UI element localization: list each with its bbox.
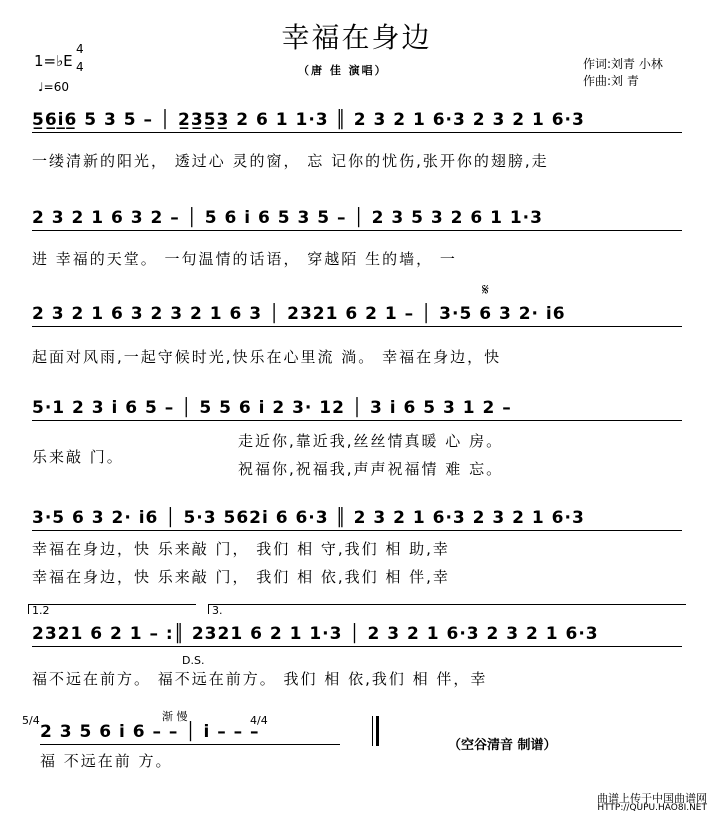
final-barline-thick [376,716,379,746]
tempo-change-marking: 渐 慢 [162,710,188,723]
lyric-line-verse1: 走近你,靠近我,丝丝情真暖 心 房。 [238,432,504,450]
lyricist-credit: 作词:刘青 小林 [583,57,663,71]
beam-line [32,230,682,231]
key-signature: 1=♭E [34,52,73,70]
lyric-line-verse1: 幸福在身边，快 乐来敲 门， 我们 相 守,我们 相 助,幸 [32,540,450,558]
volta-bracket-1 [28,604,196,605]
notation-row: 3·5 6 3 2· i6 │ 5·3 562i 6 6·3 ║ 2 3 2 1 6·3 2 3 2 1 6·3 [32,508,585,528]
volta-1-label: 1.2 [32,604,50,617]
lyric-line: 乐来敲 门。 [32,448,124,466]
singer-credit: （唐 佳 演唱） [298,64,388,77]
lyric-line: 福 不远在前 方。 [40,752,173,770]
song-title: 幸福在身边 [281,21,432,54]
volta-bracket-1-edge [28,604,29,614]
segno-sign: 𝄋 [482,280,489,299]
notation-row: 2 3 5 6 i 6 – – │ i – – – [40,722,260,742]
beam-line [32,132,682,133]
beam-line [32,646,682,647]
composer-credit: 作曲:刘 青 [583,74,639,88]
dal-segno-marking: D.S. [182,654,205,667]
notation-row: 2321 6 2 1 – :║ 2321 6 2 1 1·3 │ 2 3 2 1 6·3 2 3 2 1 6·3 [32,624,599,644]
footer-site-text: 曲谱上传于中国曲谱网 [597,792,707,805]
lyric-line: 福不远在前方。 福不远在前方。 我们 相 依,我们 相 伴，幸 [32,670,488,688]
time-signature-bottom: 4 [76,60,84,74]
notation-row: 2 3 2 1 6 3 2 – │ 5 6 i 6 5 3 5 – │ 2 3 5 3 2 6 1 1·3 [32,208,543,228]
lyric-line: 进 幸福的天堂。 一句温情的话语， 穿越陌 生的墙， 一 [32,250,457,268]
time-signature-change: 5/4 [22,714,40,727]
volta-3-label: 3. [212,604,223,617]
lyric-line-verse2: 幸福在身边，快 乐来敲 门， 我们 相 依,我们 相 伴,幸 [32,568,450,586]
volta-bracket-3-edge [208,604,209,614]
lyric-line: 起面对风雨,一起守候时光,快乐在心里流 淌。 幸福在身边，快 [32,348,502,366]
notation-row: 5̲6̲i̲6̲ 5 3 5 – │ 2̲3̲5̲3̲ 2 6 1 1·3 ║ 2 3 2 1 6·3 2 3 2 1 6·3 [32,110,585,130]
transcriber-credit: （空谷清音 制谱） [448,738,557,753]
tempo-marking: ♩=60 [38,80,69,94]
lyric-line-verse2: 祝福你,祝福我,声声祝福情 难 忘。 [238,460,504,478]
lyric-line: 一缕清新的阳光， 透过心 灵的窗， 忘 记你的忧伤,张开你的翅膀,走 [32,152,549,170]
beam-line [40,744,340,745]
volta-bracket-3 [208,604,686,605]
beam-line [32,326,682,327]
time-signature-top: 4 [76,42,84,56]
notation-row: 2 3 2 1 6 3 2 3 2 1 6 3 │ 2321 6 2 1 – │ 3·5 6 3 2· i6 [32,304,566,324]
beam-line [32,420,682,421]
footer-site-url: HTTP://QUPU.HAO8I.NET [597,803,707,813]
final-barline-thin [372,716,373,746]
beam-line [32,530,682,531]
time-signature-change: 4/4 [250,714,268,727]
notation-row: 5·1 2 3 i 6 5 – │ 5 5 6 i 2 3· 12 │ 3 i 6 5 3 1 2 – [32,398,512,418]
